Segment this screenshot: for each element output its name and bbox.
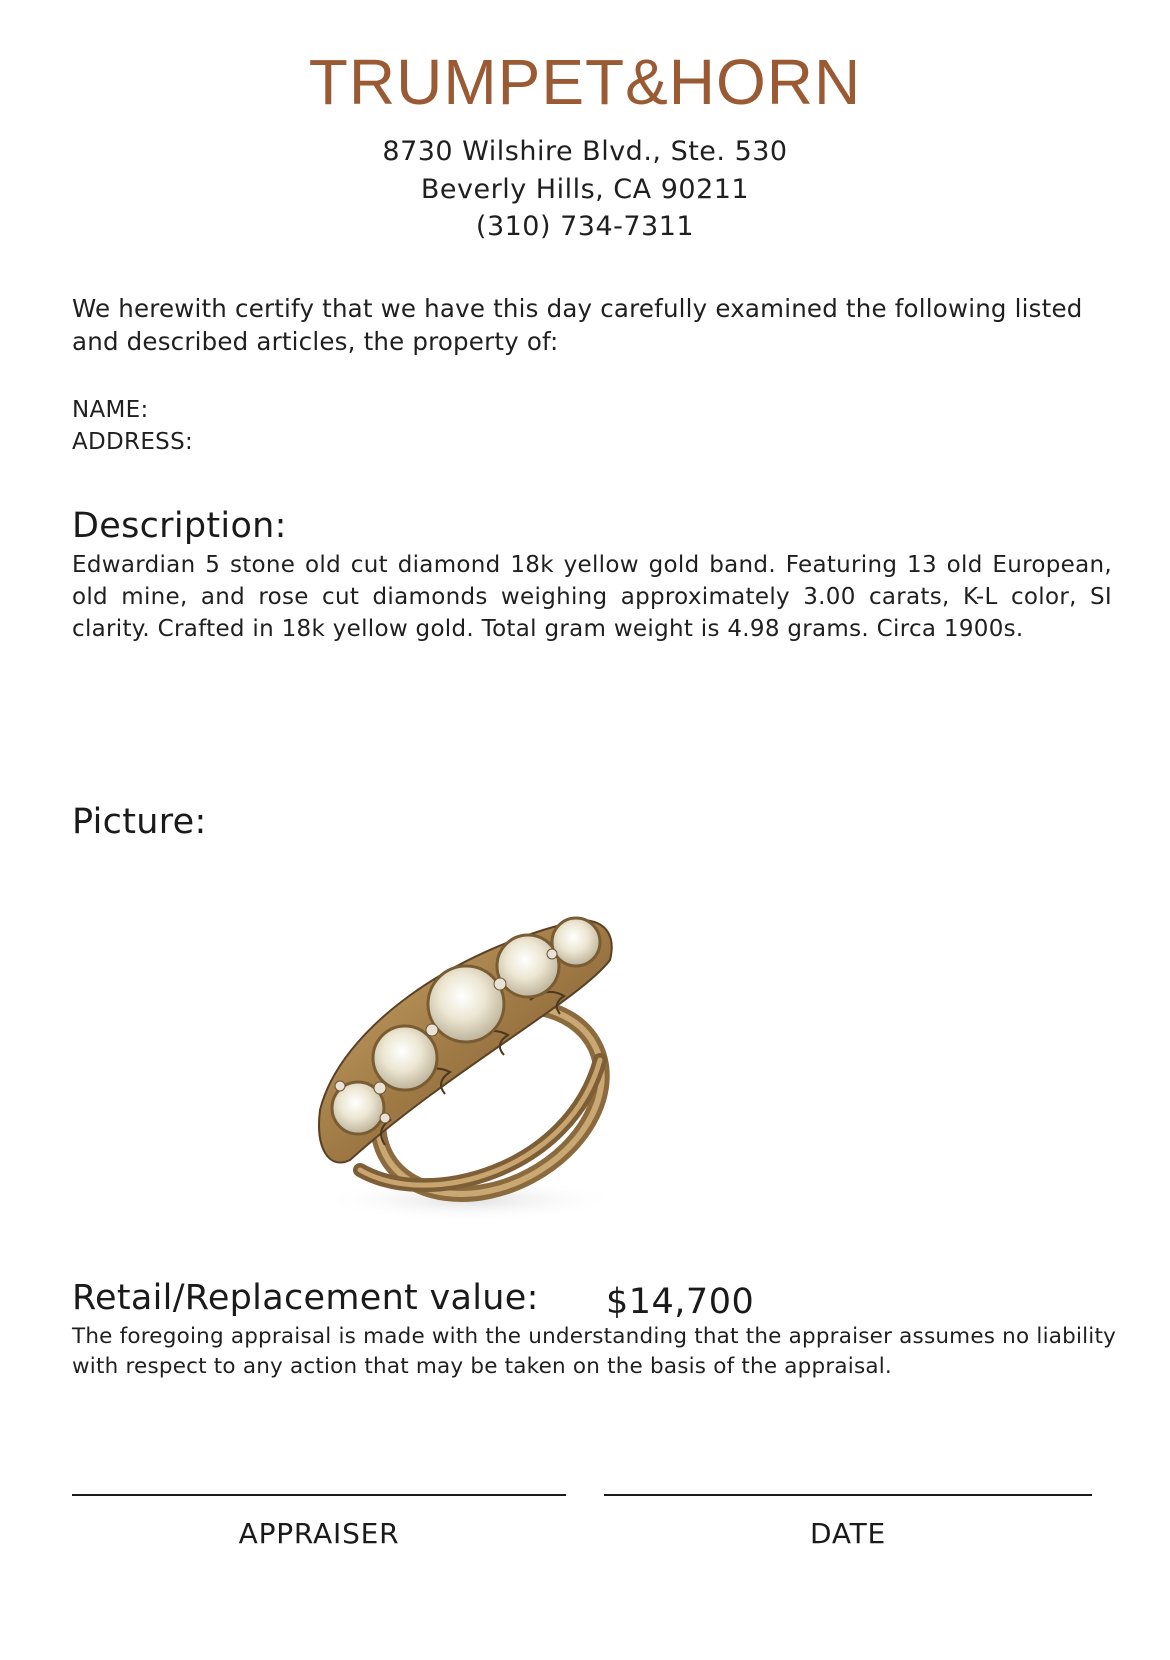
- ring-image: [280, 880, 660, 1240]
- date-label: DATE: [809, 1517, 887, 1550]
- value-amount: $14,700: [606, 1282, 755, 1322]
- address-line-2: Beverly Hills, CA 90211: [420, 174, 750, 205]
- date-signature-line: [604, 1494, 1092, 1496]
- name-label: NAME:: [72, 397, 149, 423]
- address-line-1: 8730 Wilshire Blvd., Ste. 530: [382, 136, 788, 167]
- appraiser-signature-line: [72, 1494, 566, 1496]
- description-heading: Description:: [72, 506, 287, 546]
- appraiser-label: APPRAISER: [238, 1517, 400, 1550]
- address-label: ADDRESS:: [72, 429, 194, 455]
- value-label: Retail/Replacement value:: [72, 1278, 539, 1318]
- certification-statement: We herewith certify that we have this day carefully examined the following listed and described articles, the property of:: [72, 294, 1083, 356]
- ring-illustration: [280, 880, 660, 1240]
- brand-logo: TRUMPET&HORN: [308, 46, 862, 118]
- phone-number: (310) 734-7311: [475, 211, 695, 242]
- description-text: Edwardian 5 stone old cut diamond 18k yellow gold band. Featuring 13 old European, old mine, and rose cut diamonds weighing approximately 3.00 carats, K-L color, SI clarity. Crafted in 18k yellow gold. Total gram weight is 4.98 grams. Circa 1900s.: [72, 552, 1112, 642]
- disclaimer-text: The foregoing appraisal is made with the understanding that the appraiser assumes no liability with respect to any action that may be taken on the basis of the appraisal.: [72, 1324, 1117, 1379]
- picture-heading: Picture:: [72, 802, 207, 842]
